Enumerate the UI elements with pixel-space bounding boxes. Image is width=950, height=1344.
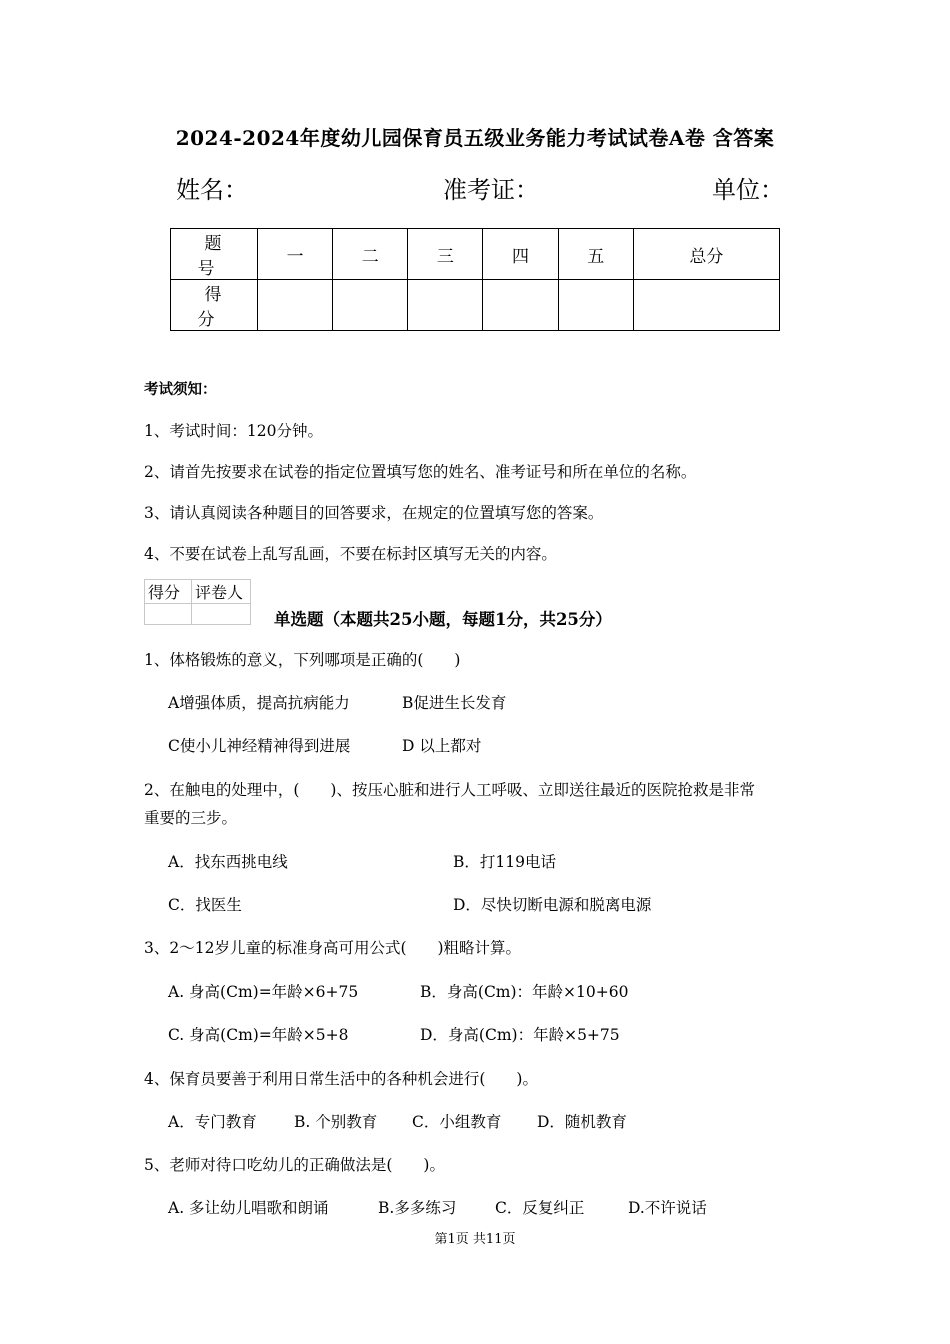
score-header-cell: 二 [333,229,408,280]
score-cell[interactable] [558,280,633,331]
question-option: C. 身高(Cm)=年龄×5+8 [168,1026,349,1044]
question-option: A. 身高(Cm)=年龄×6+75 [168,983,359,1001]
notice-heading: 考试须知： [144,381,217,398]
question-stem: 3、2～12岁儿童的标准身高可用公式( )粗略计算。 [144,939,522,957]
question-option: D.不许说话 [628,1199,707,1217]
notice-item: 1、考试时间：120分钟。 [144,422,323,440]
question-option: C．小组教育 [412,1113,502,1131]
question-stem: 4、保育员要善于利用日常生活中的各种机会进行( )。 [144,1070,538,1088]
exam-id-label: 准考证： [443,176,539,204]
score-header-cell: 三 [408,229,483,280]
page-title: 2024-2024年度幼儿园保育员五级业务能力考试试卷A卷 含答案 [175,126,775,150]
question-option: B. 个别教育 [294,1113,378,1131]
section-title: 单选题（本题共25小题，每题1分，共25分） [274,610,612,629]
question-option: D．尽快切断电源和脱离电源 [453,896,652,914]
question-option: B.多多练习 [378,1199,457,1217]
grader-score-label: 得分 [145,580,192,604]
name-label: 姓名： [176,176,248,204]
question-stem: 1、体格锻炼的意义，下列哪项是正确的( ) [144,651,461,669]
grader-name-cell[interactable] [192,604,251,625]
score-table-header-row [171,229,780,280]
notice-item: 2、请首先按要求在试卷的指定位置填写您的姓名、准考证号和所在单位的名称。 [144,463,697,481]
question-option: B促进生长发育 [402,694,507,712]
grader-name-label: 评卷人 [192,580,251,604]
question-option: A．专门教育 [168,1113,257,1131]
score-cell[interactable] [258,280,333,331]
score-header-cell: 题 号 [171,229,258,280]
grader-box [144,579,251,625]
page-footer: 第1页 共11页 [434,1232,516,1247]
score-table-score-row [171,280,780,331]
question-option: B．身高(Cm)：年龄×10+60 [420,983,629,1001]
score-table [170,228,780,331]
score-row-label: 得 分 [171,280,258,331]
question-stem: 5、老师对待口吃幼儿的正确做法是( )。 [144,1156,445,1174]
score-header-cell: 一 [258,229,333,280]
question-stem: 2、在触电的处理中，( )、按压心脏和进行人工呼吸、立即送往最近的医院抢救是非常 [144,781,755,799]
score-header-cell: 总分 [633,229,779,280]
question-option: D．随机教育 [537,1113,627,1131]
question-option: C使小儿神经精神得到进展 [168,737,351,755]
question-option: B．打119电话 [453,853,556,871]
question-option: C．反复纠正 [495,1199,585,1217]
question-option: A. 多让幼儿唱歌和朗诵 [168,1199,329,1217]
score-cell[interactable] [408,280,483,331]
question-option: A增强体质，提高抗病能力 [168,694,350,712]
question-option: D．身高(Cm)：年龄×5+75 [420,1026,620,1044]
question-option: C．找医生 [168,896,242,914]
question-option: A．找东西挑电线 [168,853,288,871]
question-stem-continued: 重要的三步。 [144,809,238,827]
score-cell[interactable] [333,280,408,331]
score-header-cell: 五 [558,229,633,280]
question-option: D 以上都对 [402,737,482,755]
unit-label: 单位： [712,176,784,204]
score-header-cell: 四 [483,229,558,280]
notice-item: 4、不要在试卷上乱写乱画，不要在标封区填写无关的内容。 [144,545,557,563]
notice-item: 3、请认真阅读各种题目的回答要求，在规定的位置填写您的答案。 [144,504,604,522]
score-cell[interactable] [633,280,779,331]
score-cell[interactable] [483,280,558,331]
grader-score-cell[interactable] [145,604,192,625]
